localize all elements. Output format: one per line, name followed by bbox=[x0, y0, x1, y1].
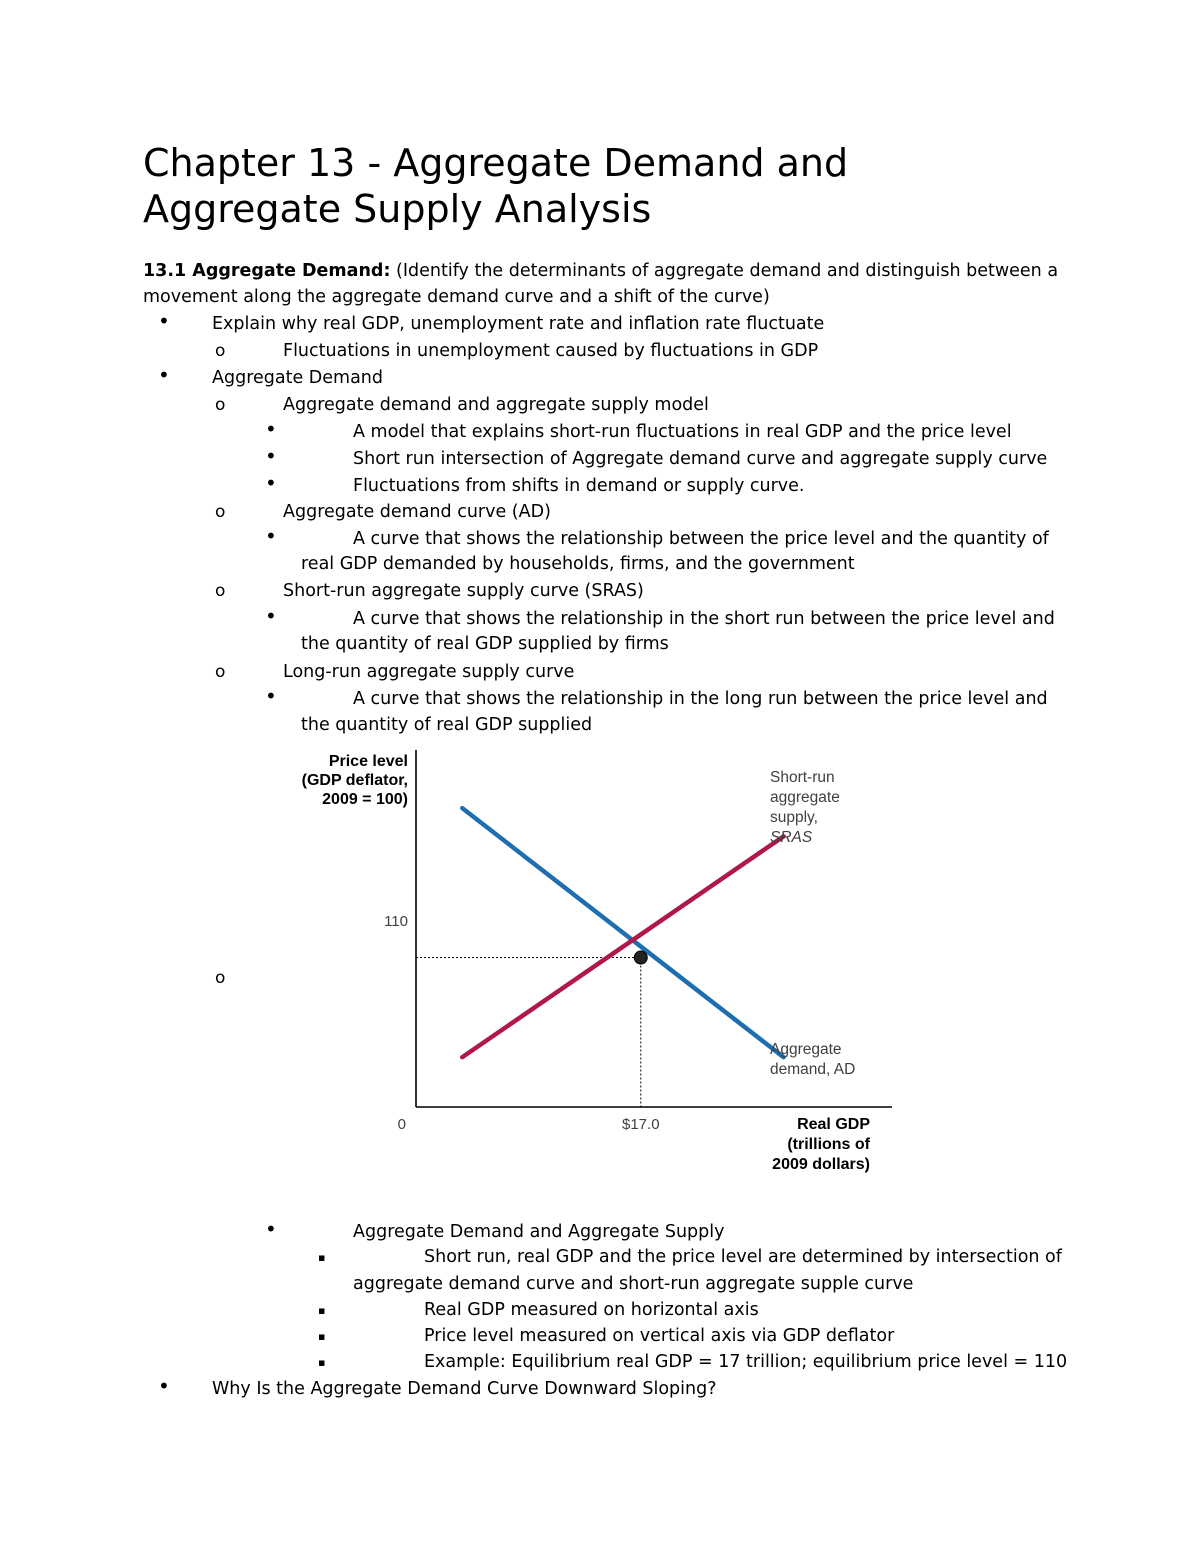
equilibrium-point bbox=[634, 951, 647, 964]
list-item: Explain why real GDP, unemployment rate and inflation rate fluctuate bbox=[212, 314, 825, 334]
origin-label bbox=[398, 1116, 406, 1133]
bullet-marker: • bbox=[265, 444, 277, 468]
sras-label-line: aggregate bbox=[770, 789, 840, 806]
square-marker: ▪ bbox=[318, 1330, 326, 1343]
section-heading: 13.1 Aggregate Demand: bbox=[143, 261, 391, 281]
x-tick-label-line: $17.0 bbox=[622, 1116, 660, 1133]
list-item-cont: the quantity of real GDP supplied bbox=[301, 715, 593, 735]
bullet-marker: • bbox=[265, 471, 277, 495]
y-tick-label-line: 110 bbox=[384, 913, 408, 930]
list-item: A model that explains short-run fluctuations in real GDP and the price level bbox=[353, 422, 1012, 442]
circle-marker: o bbox=[215, 581, 226, 601]
title-line-2: Aggregate Supply Analysis bbox=[143, 187, 652, 231]
x-tick-label bbox=[622, 1116, 660, 1133]
list-item: Short run intersection of Aggregate demand curve and aggregate supply curve bbox=[353, 449, 1048, 469]
title-line-1: Chapter 13 - Aggregate Demand and bbox=[143, 141, 849, 185]
bullet-marker: • bbox=[158, 1374, 170, 1398]
list-item: Why Is the Aggregate Demand Curve Downward Sloping? bbox=[212, 1379, 717, 1399]
list-item: Aggregate Demand bbox=[212, 368, 384, 388]
bullet-marker: • bbox=[265, 604, 277, 628]
list-item: Example: Equilibrium real GDP = 17 trillion; equilibrium price level = 110 bbox=[424, 1352, 1068, 1372]
list-item: Fluctuations in unemployment caused by fluctuations in GDP bbox=[283, 341, 819, 361]
y-axis-label-line: (GDP deflator, bbox=[301, 772, 408, 789]
y-axis-label bbox=[302, 753, 408, 808]
origin-label-line: 0 bbox=[397, 1116, 406, 1133]
sras-label-line: SRAS bbox=[770, 829, 813, 846]
list-item-cont: the quantity of real GDP supplied by firms bbox=[301, 634, 669, 654]
y-tick-label bbox=[384, 913, 408, 930]
list-item: A curve that shows the relationship in the short run between the price level and bbox=[353, 609, 1055, 629]
list-item: Aggregate demand curve (AD) bbox=[283, 502, 551, 522]
list-item-cont: aggregate demand curve and short-run aggregate supple curve bbox=[353, 1274, 914, 1294]
ad-label bbox=[770, 1041, 855, 1078]
x-axis-label-line: Real GDP bbox=[797, 1116, 870, 1133]
section-description-cont: movement along the aggregate demand curve and a shift of the curve) bbox=[143, 287, 770, 307]
circle-marker: o bbox=[215, 662, 226, 682]
square-marker: ▪ bbox=[318, 1251, 326, 1264]
list-item: Real GDP measured on horizontal axis bbox=[424, 1300, 759, 1320]
x-axis-label-line: 2009 dollars) bbox=[772, 1156, 870, 1173]
bullet-marker: • bbox=[265, 417, 277, 441]
circle-marker: o bbox=[215, 395, 226, 415]
y-axis-label-line: 2009 = 100) bbox=[322, 791, 408, 808]
bullet-marker: • bbox=[265, 1217, 277, 1241]
x-axis-label-line: (trillions of bbox=[787, 1136, 870, 1153]
circle-marker: o bbox=[215, 341, 226, 361]
circle-marker: o bbox=[215, 968, 226, 988]
circle-marker: o bbox=[215, 502, 226, 522]
ad-label-line: Aggregate bbox=[770, 1041, 842, 1058]
sras-label-line: supply, bbox=[770, 809, 818, 826]
list-item: Short-run aggregate supply curve (SRAS) bbox=[283, 581, 644, 601]
bullet-marker: • bbox=[265, 684, 277, 708]
list-item: Aggregate demand and aggregate supply model bbox=[283, 395, 709, 415]
ad-curve bbox=[462, 808, 783, 1057]
list-item: Long-run aggregate supply curve bbox=[283, 662, 575, 682]
list-item: Aggregate Demand and Aggregate Supply bbox=[353, 1222, 725, 1242]
list-item: Price level measured on vertical axis via GDP deflator bbox=[424, 1326, 895, 1346]
ad-label-line: demand, AD bbox=[770, 1061, 856, 1078]
bullet-marker: • bbox=[158, 309, 170, 333]
sras-label bbox=[770, 769, 840, 846]
list-item: A curve that shows the relationship in the long run between the price level and bbox=[353, 689, 1048, 709]
x-axis-label bbox=[772, 1116, 871, 1173]
y-axis-label-line: Price level bbox=[328, 753, 408, 770]
square-marker: ▪ bbox=[318, 1304, 326, 1317]
sras-curve bbox=[462, 836, 783, 1057]
list-item: A curve that shows the relationship between the price level and the quantity of bbox=[353, 529, 1049, 549]
bullet-marker: • bbox=[158, 363, 170, 387]
list-item: Fluctuations from shifts in demand or supply curve. bbox=[353, 476, 805, 496]
square-marker: ▪ bbox=[318, 1356, 326, 1369]
section-description: (Identify the determinants of aggregate demand and distinguish between a bbox=[390, 261, 1059, 281]
list-item-cont: real GDP demanded by households, firms, and the government bbox=[301, 554, 855, 574]
sras-label-line: Short-run bbox=[770, 769, 835, 786]
list-item: Short run, real GDP and the price level are determined by intersection of bbox=[424, 1247, 1062, 1267]
bullet-marker: • bbox=[265, 524, 277, 548]
